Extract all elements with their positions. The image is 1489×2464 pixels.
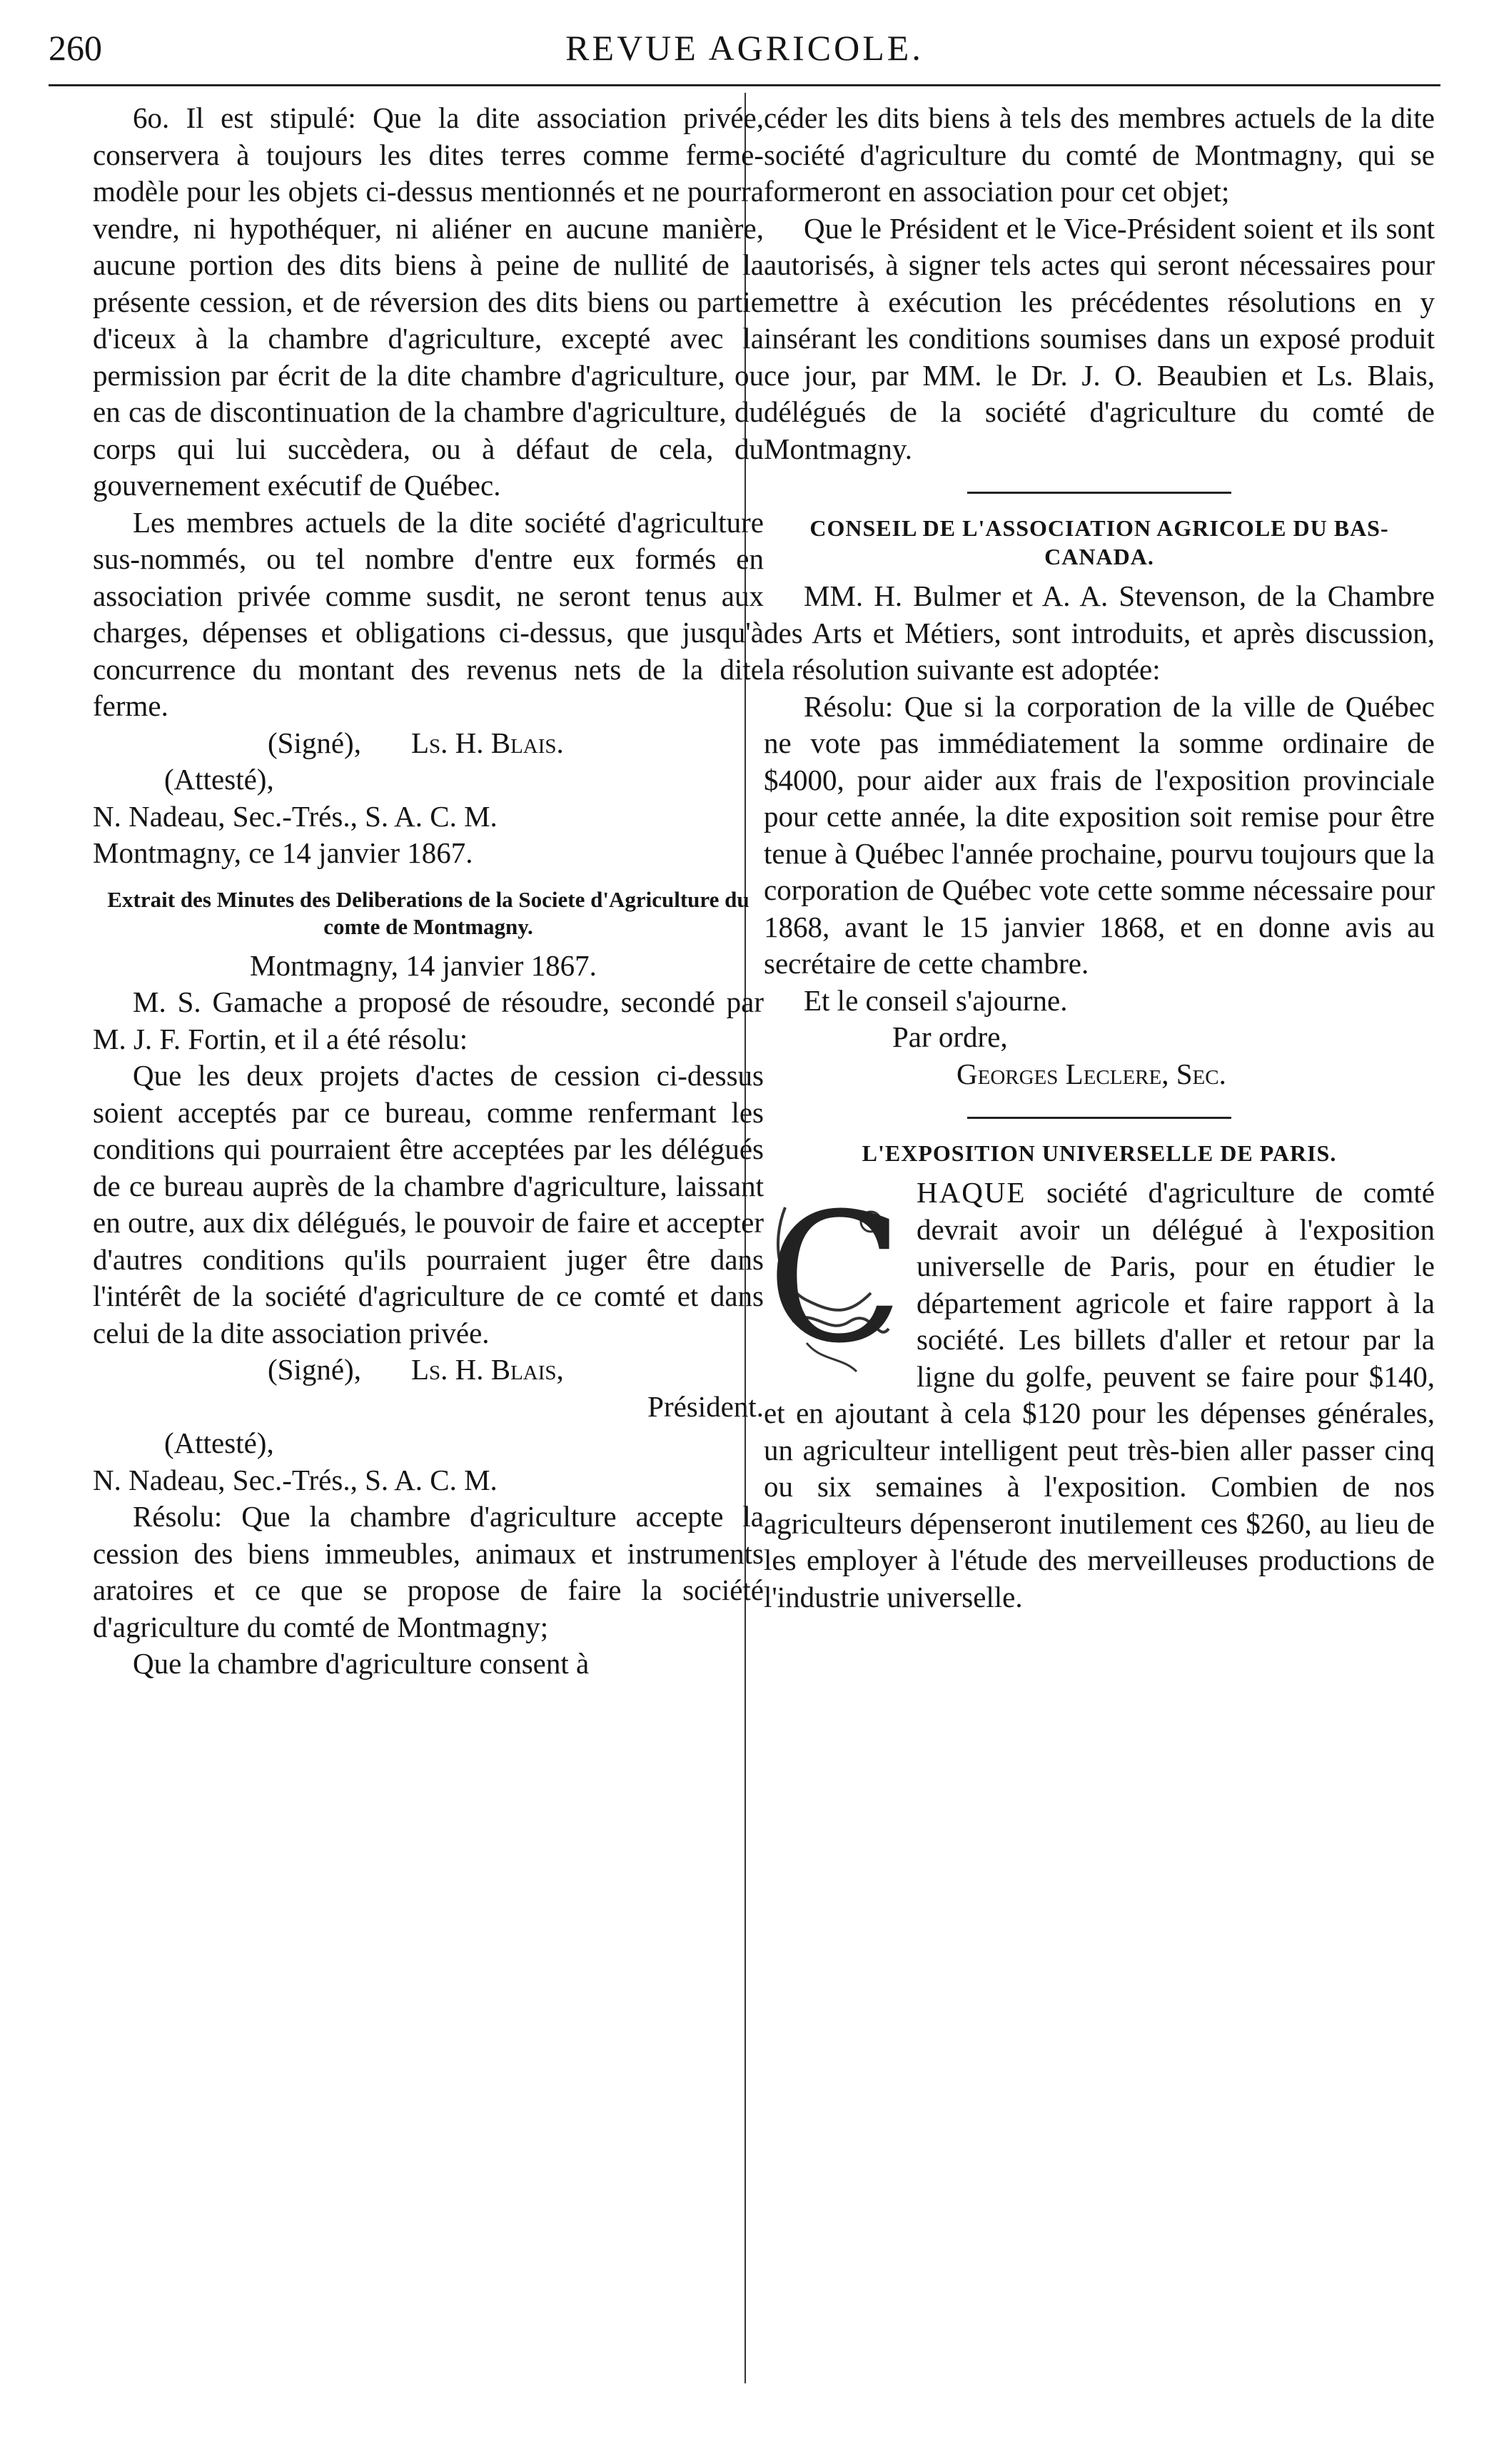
place-date: Montmagny, 14 janvier 1867.	[250, 948, 597, 982]
signature-name: Ls. H. Blais.	[410, 726, 564, 759]
paragraph: Résolu: Que la chambre d'agriculture accepte la cession des biens immeubles, animaux et instruments aratoires et ce que se propose de faire la société d'agriculture du comté de Montmagny;	[93, 1500, 764, 1643]
initial-word: HAQUE	[917, 1176, 1026, 1209]
right-column	[764, 100, 1435, 1616]
article-body	[764, 1175, 1435, 1616]
section-rule	[967, 492, 1231, 494]
signature-name: Ls. H. Blais,	[410, 1353, 564, 1386]
signature-title: Président.	[647, 1389, 764, 1423]
paragraph: Que le Président et le Vice-Président soient et ils sont autorisés, à signer tels actes qui seront nécessaires pour mettre à exécution les précédentes résolutions en y insérant les conditions soumises dans un exposé produit ce jour, par MM. le Dr. J. O. Beaubien et Ls. Blais, délégués de la société d'agriculture du comté de Montmagny.	[764, 211, 1435, 465]
attestation-label: (Attesté),	[164, 763, 274, 796]
attestation-name: N. Nadeau, Sec.-Trés., S. A. C. M.	[93, 1463, 498, 1496]
closing-line: Et le conseil s'ajourne.	[804, 983, 1068, 1017]
ornamental-initial	[764, 1175, 907, 1382]
paragraph: M. S. Gamache a proposé de résoudre, secondé par M. J. F. Fortin, et il a été résolu:	[93, 985, 764, 1055]
attestation-name: N. Nadeau, Sec.-Trés., S. A. C. M.	[93, 799, 498, 833]
running-title: REVUE AGRICOLE.	[565, 28, 924, 68]
paragraph-text: société d'agriculture de comté devrait avoir un délégué à l'exposition universelle de Paris, pour en étudier le département agricole et faire rapport à la société. Les billets d'aller et retour par la ligne du golfe, peuvent se faire pour $140, et en ajoutant à cela $120 pour les dépenses générales, un agriculteur intelligent peut très-bien aller passer cinq ou six semaines à l'exposition. Combien de nos agriculteurs dépenseront inutilement ces $260, au lieu de les employer à l'étude des merveilleuses productions de l'industrie universelle.	[764, 1176, 1435, 1613]
signature-label: (Signé),	[268, 1353, 361, 1386]
paragraph: Que la chambre d'agriculture consent à	[133, 1647, 590, 1680]
page-number: 260	[49, 28, 102, 68]
signature-label: (Signé),	[268, 726, 361, 759]
paragraph: Les membres actuels de la dite société d'agriculture sus-nommés, ou tel nombre d'entre eux formés en association privée comme susdit, ne seront tenus aux charges, dépenses et obligations ci-dessus, que jusqu'à concurrence du montant des revenus nets de la dite ferme.	[93, 505, 764, 722]
paragraph: Résolu: Que si la corporation de la ville de Québec ne vote pas immédiatement la somme ordinaire de $4000, pour aider aux frais de l'exposition provinciale pour cette année, la dite exposition soit remise pour être tenue à Québec l'année prochaine, pourvu toujours que la corporation de Québec vote cette somme nécessaire pour 1868, avant le 15 janvier 1868, et en donne avis au secrétaire de cette chambre.	[764, 689, 1435, 980]
signature-line	[93, 1352, 764, 1389]
left-column	[93, 100, 764, 1683]
section-title: CONSEIL DE L'ASSOCIATION AGRICOLE DU BAS-CANADA.	[809, 515, 1389, 569]
header-rule	[49, 84, 1440, 86]
section-rule	[967, 1117, 1231, 1119]
section-title: L'EXPOSITION UNIVERSELLE DE PARIS.	[862, 1140, 1337, 1166]
place-date: Montmagny, ce 14 janvier 1867.	[93, 836, 473, 869]
paragraph: MM. H. Bulmer et A. A. Stevenson, de la Chambre des Arts et Métiers, sont introduits, et après discussion, la résolution suivante est adoptée:	[764, 579, 1435, 686]
paragraph: 6o. Il est stipulé: Que la dite association privée, conservera à toujours les dites terres comme ferme-modèle pour les objets ci-dessus mentionnés et ne pourra vendre, ni hypothéquer, ni aliéner en aucune manière, aucune portion des dits biens à peine de nullité de la présente cession, et de réversion des dits biens ou partie d'iceux à la chambre d'agriculture, excepté avec la permission par écrit de la dite chambre d'agriculture, ou en cas de discontinuation de la chambre d'agriculture, du corps qui lui succèdera, ou à défaut de cela, du gouvernement exécutif de Québec.	[93, 101, 764, 502]
closing-line: Par ordre,	[892, 1020, 1008, 1053]
attestation-label: (Attesté),	[164, 1426, 274, 1459]
paragraph: Que les deux projets d'actes de cession ci-dessus soient acceptés par ce bureau, comme renfermant les conditions qui pourraient être acceptées par les délégués de ce bureau auprès de la chambre d'agriculture, laissant en outre, aux dix délégués, le pouvoir de faire et accepter d'autres conditions qu'ils pourraient juger être dans l'intérêt de la société d'agriculture de ce comté et dans celui de la dite association privée.	[93, 1059, 764, 1349]
initial-letter: C	[767, 1175, 904, 1382]
paragraph: céder les dits biens à tels des membres actuels de la dite société d'agriculture du comté de Montmagny, qui se formeront en association pour cet objet;	[764, 101, 1435, 208]
extract-title: Extrait des Minutes des Deliberations de la Societe d'Agriculture du comte de Montmagny.	[107, 886, 749, 939]
signature-line	[93, 725, 764, 762]
closing-signature: Georges Leclere, Sec.	[957, 1057, 1226, 1090]
